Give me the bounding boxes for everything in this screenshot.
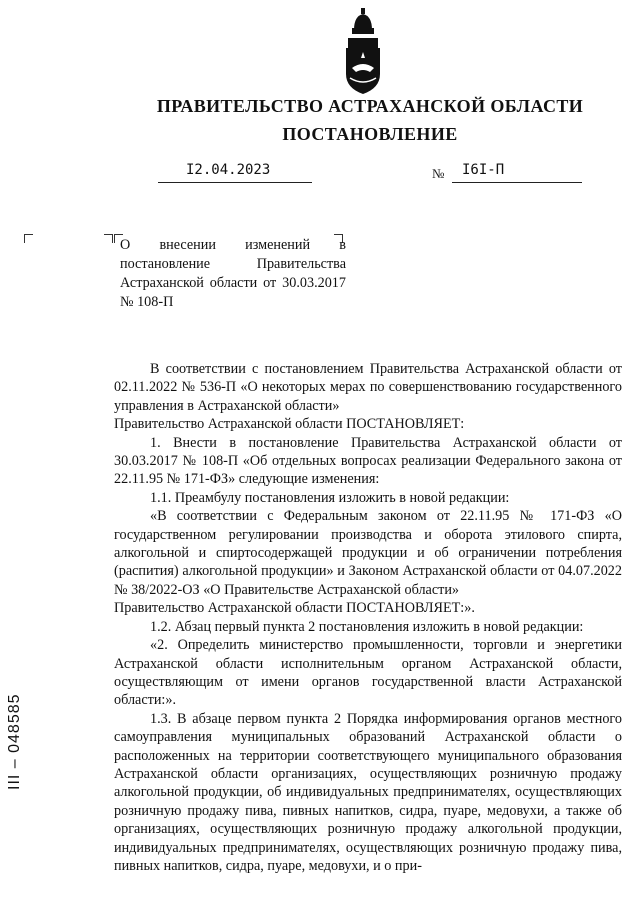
number-sign: №: [432, 166, 445, 181]
paragraph: 1. Внести в постановление Правительства Астраханской области от 30.03.2017 № 108-П «Об отдельных вопросах реализации Федерального закона от 22.11.95 № 171-ФЗ» следующие изменения:: [114, 434, 622, 488]
document-type-title: ПОСТАНОВЛЕНИЕ: [282, 124, 458, 144]
paragraph: 1.3. В абзаце первом пункта 2 Порядка информирования органов местного самоуправления муниципальных образований Астраханской области о расположенных на территории соответствующего муниципального образования Астраханской области организациях, осуществляющих розничную продажу алкогольной продукции, об индивидуальных предпринимателях, осуществляющих розничную продажу пива, пивных напитков, сидра, пуаре, медовухи, а также об организациях, осуществляющих розничную продажу алкогольной продукции, индивидуальных предпринимателях, осуществляющих розничную продажу пива, пивных напитков, сидра, пуаре, медовухи, и о при-: [114, 710, 622, 874]
corner-mark: [104, 234, 113, 243]
paragraph: Правительство Астраханской области ПОСТАНОВЛЯЕТ:: [114, 416, 465, 433]
document-body: [114, 360, 622, 875]
paragraph: 1.1. Преамбулу постановления изложить в новой редакции:: [150, 489, 510, 506]
paragraph: «В соответствии с Федеральным законом от 22.11.95 № 171-ФЗ «О государственном регулировании производства и оборота этилового спирта, алкогольной и спиртосодержащей продукции и об ограничении потребления (распития) алкогольной продукции» и Законом Астраханской области от 04.07.2022 № 38/2022-ОЗ «О Правительстве Астраханской области»: [114, 508, 622, 598]
paragraph: В соответствии с постановлением Правительства Астраханской области от 02.11.2022 № 536-П «О некоторых мерах по совершенствованию государственного управления в Астраханской области»: [114, 361, 622, 414]
document-date: I2.04.2023: [186, 162, 271, 178]
document-subject: О внесении изменений в постановление Правительства Астраханской области от 30.03.2017 № 108-П: [120, 237, 346, 310]
organization-title: ПРАВИТЕЛЬСТВО АСТРАХАНСКОЙ ОБЛАСТИ: [156, 96, 584, 116]
paragraph: 1.2. Абзац первый пункта 2 постановления изложить в новой редакции:: [150, 618, 584, 635]
paragraph: Правительство Астраханской области ПОСТАНОВЛЯЕТ:».: [114, 600, 475, 617]
coat-of-arms-emblem: [340, 8, 386, 96]
paragraph: «2. Определить министерство промышленности, торговли и энергетики Астраханской области исполнительным органом Астраханской области, осуществляющим от имени органов государственной власти Астраханской области:».: [114, 637, 622, 709]
document-number: I6I-П: [462, 162, 505, 178]
side-serial-stamp: III – 048585: [6, 693, 23, 790]
corner-mark: [24, 234, 33, 243]
